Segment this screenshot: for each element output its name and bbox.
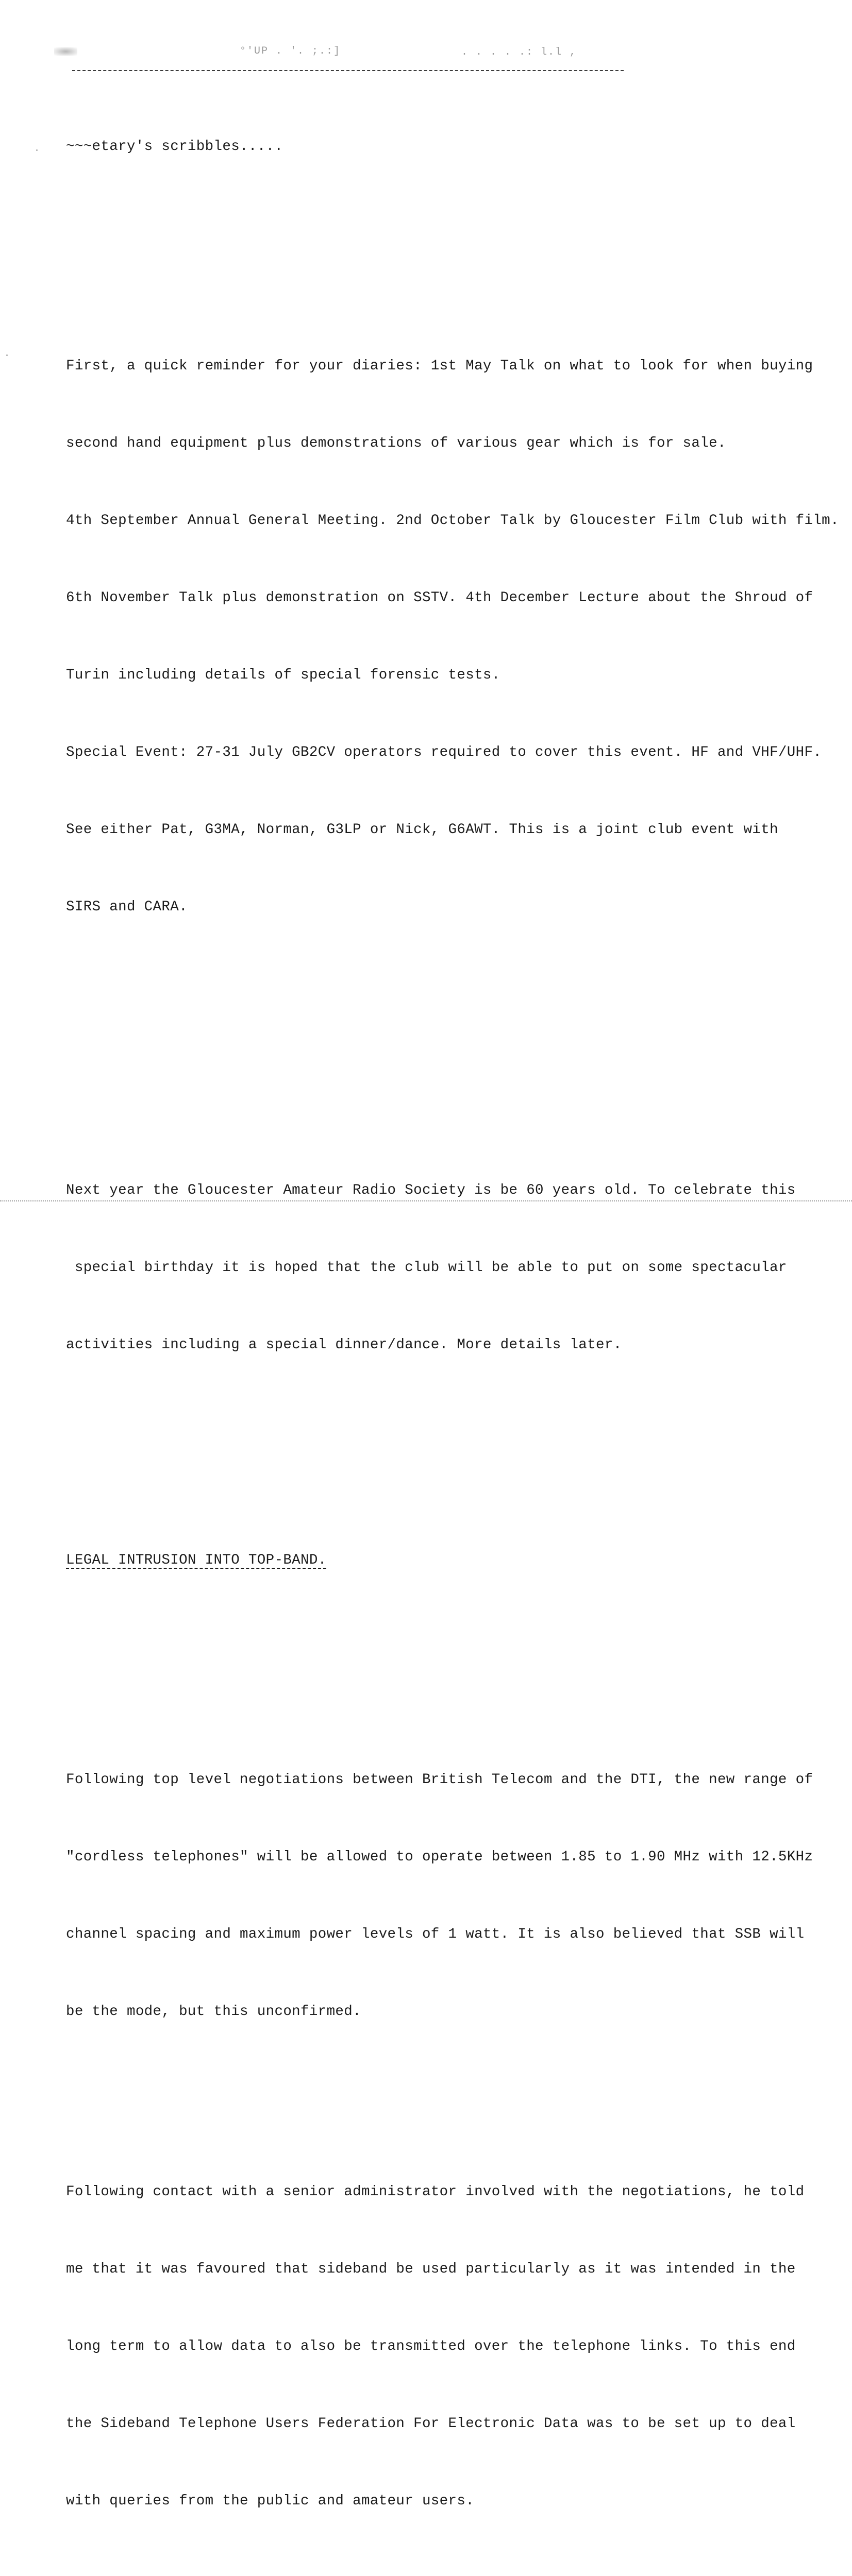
faded-header-right: . . . . .: l.l , (461, 46, 577, 58)
text-line: be the mode, but this unconfirmed. (66, 2004, 361, 2020)
text-line: See either Pat, G3MA, Norman, G3LP or Nick, G6AWT. This is a joint club event with (66, 822, 778, 838)
document-page (66, 82, 839, 2576)
margin-speck (6, 354, 8, 356)
article-heading: LEGAL INTRUSION INTO TOP-BAND. (66, 1552, 327, 1568)
anniversary-paragraph (66, 1126, 818, 1410)
text-line: channel spacing and maximum power levels of 1 watt. It is also believed that SSB will (66, 1926, 805, 1942)
text-line: 4th September Annual General Meeting. 2nd October Talk by Gloucester Film Club with film. (66, 513, 839, 529)
text-line: me that it was favoured that sideband be used particularly as it was intended in the (66, 2261, 796, 2277)
text-line: Following top level negotiations between British Telecom and the DTI, the new range of (66, 1772, 813, 1788)
ink-smudge (54, 47, 77, 56)
header-divider (72, 70, 624, 71)
section-title: ~~~etary's scribbles..... (66, 139, 283, 155)
text-line: activities including a special dinner/dance. More details later. (66, 1337, 622, 1353)
text-line: with queries from the public and amateur users. (66, 2493, 475, 2509)
article-paragraph-2 (66, 2128, 818, 2566)
text-line: Following contact with a senior administrator involved with the negotiations, he told (66, 2184, 805, 2200)
text-line: Turin including details of special forensic tests. (66, 667, 500, 683)
text-line: Next year the Gloucester Amateur Radio Society is be 60 years old. To celebrate this (66, 1182, 796, 1198)
text-line: First, a quick reminder for your diaries: 1st May Talk on what to look for when buying (66, 358, 813, 374)
margin-speck (36, 149, 38, 151)
text-line: "cordless telephones" will be allowed to operate between 1.85 to 1.90 MHz with 12.5KHz (66, 1849, 813, 1865)
text-line: special birthday it is hoped that the club will be able to put on some spectacular (66, 1260, 787, 1276)
text-line: SIRS and CARA. (66, 899, 188, 915)
text-line: 6th November Talk plus demonstration on SSTV. 4th December Lecture about the Shroud of (66, 590, 813, 606)
diary-reminders-paragraph (66, 302, 839, 972)
faded-page-header (0, 47, 852, 63)
faded-header-left: °'UP . '. ;.:] (240, 45, 341, 57)
text-line: long term to allow data to also be transmitted over the telephone links. To this end (66, 2338, 796, 2354)
text-line: Special Event: 27-31 July GB2CV operators required to cover this event. HF and VHF/UHF. (66, 744, 822, 760)
article-paragraph-1 (66, 1716, 818, 2076)
scan-bottom-edge (0, 1200, 852, 1201)
text-line: the Sideband Telephone Users Federation For Electronic Data was to be set up to deal (66, 2416, 796, 2432)
text-line: second hand equipment plus demonstrations of various gear which is for sale. (66, 435, 726, 451)
